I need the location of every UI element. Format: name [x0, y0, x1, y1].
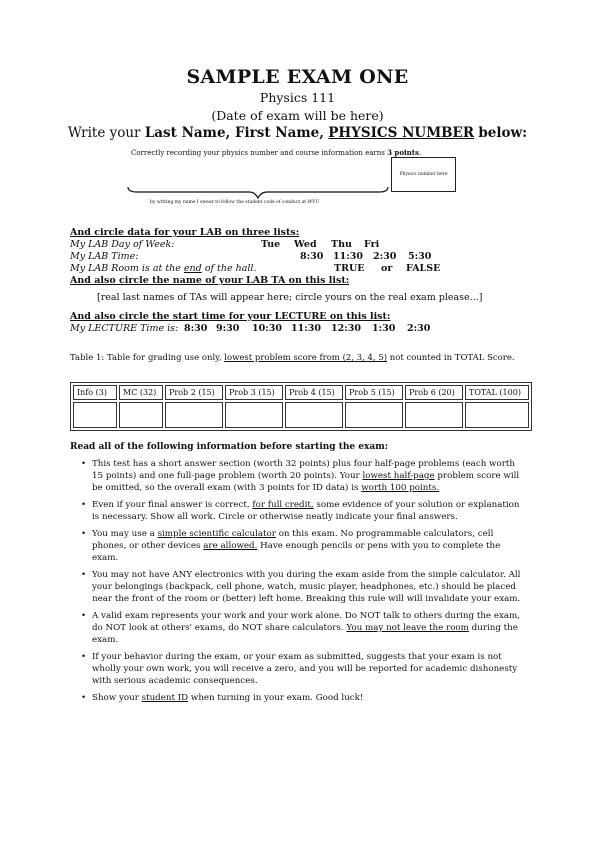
swear-text: by writing my name I swear to follow the student code of conduct at WVU — [150, 200, 320, 205]
lecture-time-1230[interactable]: 12:30 — [331, 323, 361, 334]
grade-col-total: TOTAL (100) — [465, 385, 529, 400]
grading-table — [70, 382, 532, 431]
lecture-time-0230[interactable]: 2:30 — [407, 323, 431, 334]
recording-note: Correctly recording your physics number and course information earns 3 points. — [131, 148, 422, 157]
lecture-time-1030[interactable]: 10:30 — [252, 323, 282, 334]
lab-room-or: or — [381, 263, 393, 274]
grade-cell-info[interactable] — [73, 402, 117, 428]
instruction-item: • Even if your final answer is correct, for full credit, some evidence of your solution or explanation is necessary. Show all work. Circle or otherwise neatly indicate your final answers. — [78, 499, 528, 523]
lab-day-thu[interactable]: Thu — [331, 239, 352, 250]
lab-room-false[interactable]: FALSE — [406, 263, 441, 274]
write-instruction: Write your Last Name, First Name, PHYSICS NUMBER below: — [67, 125, 528, 141]
grade-cell-prob2[interactable] — [165, 402, 223, 428]
lab-room-label: My LAB Room is at the end of the hall. — [70, 263, 257, 274]
lab-day-label: My LAB Day of Week: — [70, 239, 175, 250]
lab-ta-note: [real last names of TAs will appear here; circle yours on the real exam please...] — [97, 292, 483, 303]
lab-heading: And circle data for your LAB on three lists: — [70, 227, 300, 238]
lab-time-1130[interactable]: 11:30 — [333, 251, 363, 262]
grade-cell-prob5[interactable] — [345, 402, 403, 428]
lab-time-0530[interactable]: 5:30 — [408, 251, 432, 262]
instructions-heading: Read all of the following information before starting the exam: — [70, 442, 389, 452]
lab-day-tue[interactable]: Tue — [261, 239, 281, 250]
grade-cell-prob4[interactable] — [285, 402, 343, 428]
lecture-time-label: My LECTURE Time is: — [70, 323, 179, 334]
grade-cell-total[interactable] — [465, 402, 529, 428]
table-caption: Table 1: Table for grading use only, lowest problem score from (2, 3, 4, 5) not counted in TOTAL Score. — [70, 353, 515, 363]
physics-number-box[interactable]: Physics number here — [391, 157, 456, 192]
lab-time-label: My LAB Time: — [70, 251, 139, 262]
lecture-time-0130[interactable]: 1:30 — [372, 323, 396, 334]
grade-col-prob6: Prob 6 (20) — [405, 385, 463, 400]
lab-room-true[interactable]: TRUE — [334, 263, 365, 274]
grade-col-prob2: Prob 2 (15) — [165, 385, 223, 400]
instructions-list — [78, 458, 528, 709]
lab-day-wed[interactable]: Wed — [294, 239, 317, 250]
instruction-item: • Show your student ID when turning in your exam. Good luck! — [78, 692, 528, 704]
grade-col-mc: MC (32) — [119, 385, 163, 400]
lab-day-fri[interactable]: Fri — [364, 239, 380, 250]
grade-cell-prob6[interactable] — [405, 402, 463, 428]
lecture-heading: And also circle the start time for your LECTURE on this list: — [70, 311, 391, 322]
lab-time-0230[interactable]: 2:30 — [373, 251, 397, 262]
instruction-item: • You may use a simple scientific calculator on this exam. No programmable calculators, cell phones, or other devices are allowed. Have enough pencils or pens with you to complete the exam. — [78, 528, 528, 564]
grade-col-info: Info (3) — [73, 385, 117, 400]
name-brace — [127, 186, 389, 200]
grade-cell-prob3[interactable] — [225, 402, 283, 428]
lecture-time-0930[interactable]: 9:30 — [216, 323, 240, 334]
exam-title: SAMPLE EXAM ONE — [186, 66, 409, 88]
grade-cell-mc[interactable] — [119, 402, 163, 428]
instruction-item: • A valid exam represents your work and your work alone. Do NOT talk to others during the exam, do NOT look at others' exams, do NOT share calculators. You may not leave the room during the exam. — [78, 610, 528, 646]
lecture-time-0830[interactable]: 8:30 — [184, 323, 208, 334]
grade-col-prob4: Prob 4 (15) — [285, 385, 343, 400]
lab-time-0830[interactable]: 8:30 — [300, 251, 324, 262]
lecture-time-1130[interactable]: 11:30 — [291, 323, 321, 334]
grade-col-prob3: Prob 3 (15) — [225, 385, 283, 400]
lab-ta-heading: And also circle the name of your LAB TA on this list: — [70, 275, 350, 286]
exam-date: (Date of exam will be here) — [211, 108, 384, 123]
instruction-item: • You may not have ANY electronics with you during the exam aside from the simple calculator. All your belongings (backpack, cell phone, watch, music player, headphones, etc.) should be placed near the front of the room or (better) left home. Breaking this rule will will invalidate your exam. — [78, 569, 528, 605]
instruction-item: • If your behavior during the exam, or your exam as submitted, suggests that your exam is not wholly your own work, you will receive a zero, and you will be reported for academic dishonesty with serious academic consequences. — [78, 651, 528, 687]
instruction-item: • This test has a short answer section (worth 32 points) plus four half-page problems (each worth 15 points) and one full-page problem (worth 20 points). Your lowest half-page problem score will be omitted, so the overall exam (with 3 points for ID data) is worth 100 points. — [78, 458, 528, 494]
grade-col-prob5: Prob 5 (15) — [345, 385, 403, 400]
course-name: Physics 111 — [259, 90, 336, 105]
